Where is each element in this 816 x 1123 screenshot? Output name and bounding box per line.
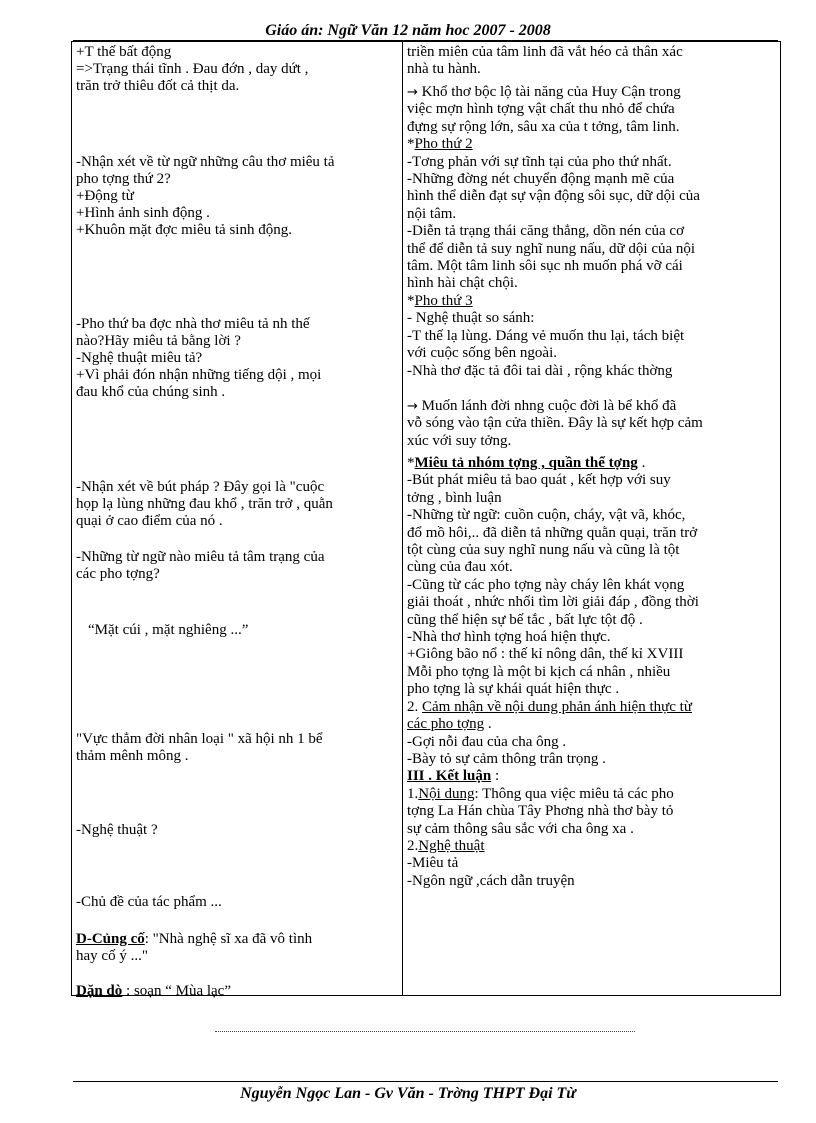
text-line: -T thế lạ lùng. Dáng vẻ muốn thu lại, tách biệt [407, 327, 685, 344]
text-line: cũng thể hiện sự bế tắc , bất lực tột độ . [407, 611, 643, 628]
text-line: cùng của đau xót. [407, 559, 513, 576]
text-line: +Giông bão nổ : thế kỉ nông dân, thế kỉ XVIII [407, 646, 684, 663]
text-line: các pho tợng . [407, 716, 492, 733]
left-group-2 [76, 154, 396, 239]
text-line: -Những từ ngữ nào miêu tả tâm trạng của [76, 549, 325, 565]
left-column [72, 42, 403, 999]
text-line: +Hình ảnh sinh động . [76, 205, 210, 221]
page-header-title: Giáo án: Ngữ Văn 12 năm hoc 2007 - 2008 [265, 22, 551, 39]
text-line: -Những từ ngữ: cuồn cuộn, cháy, vật vã, khóc, [407, 507, 686, 524]
text-line: → Khổ thơ bộc lộ tài năng của Huy Cận trong [407, 84, 681, 100]
left-group-6 [88, 622, 396, 639]
pho-thu-2-label: Pho thứ 2 [414, 136, 473, 153]
left-group-3 [76, 316, 396, 401]
text-line: 2.Nghệ thuật [407, 837, 485, 854]
text-line: đổ mồ hôi,.. đã diễn tả những quằn quại, trăn trở [407, 524, 698, 541]
left-group-4 [76, 479, 396, 530]
text-line: -Bày tỏ sự cảm thông trân trọng . [407, 750, 606, 767]
text-line: các pho tợng? [76, 566, 160, 582]
page-footer: Nguyễn Ngọc Lan - Gv Văn - Trờng THPT Đại Từ [240, 1085, 576, 1102]
text-line: -Nhận xét về bút pháp ? Đây gọi là "cuộc [76, 479, 325, 495]
mieu-ta-nhom-tuong-label: Miêu tả nhóm tợng , quần thể tợng [414, 455, 638, 471]
left-group-7 [76, 731, 396, 765]
cam-nhan-label: Cảm nhận về nội dung phản ánh hiện thực từ [422, 698, 692, 715]
cung-co-label: D-Củng cố [76, 931, 145, 947]
text-line: 1.Nội dung: Thông qua việc miêu tả các pho [407, 785, 674, 802]
text-line: -Gợi nỗi đau của cha ông . [407, 733, 567, 750]
text-line: *Miêu tả nhóm tợng , quần thể tợng . [407, 455, 646, 471]
dotted-separator [215, 1031, 635, 1032]
quote-line: “Mặt cúi , mặt nghiêng ...” [88, 622, 249, 638]
cung-co-text: : "Nhà nghệ sĩ xa đã vô tình [144, 931, 313, 947]
right-group-1 [407, 44, 774, 79]
right-group-5 [407, 398, 774, 450]
right-column [403, 42, 780, 995]
text-line: -Nghệ thuật miêu tả? [76, 350, 203, 366]
text-line: -Nhà thơ hình tợng hoá hiện thực. [407, 629, 611, 646]
cam-nhan-label-2: các pho tợng [407, 716, 485, 733]
text-line: +Vì phải đón nhận những tiếng dội , mọi [76, 367, 322, 383]
right-group-2 [407, 84, 774, 380]
ket-luan-heading: III . Kết luận [407, 768, 492, 785]
text-line [76, 983, 396, 1000]
text-line: -Nhà thơ đặc tả đôi tai dài , rộng khác thờng [407, 362, 673, 379]
text-line: tâm. Một tâm linh sôi sục nh muốn phá vỡ cái [407, 258, 683, 275]
text-line: xúc với suy tởng. [407, 432, 512, 449]
text-line: +Động từ [76, 188, 134, 204]
text-line: +T thế bất động [76, 44, 172, 60]
text-line: nội tâm. [407, 205, 457, 222]
text-line: sự cảm thông sâu sắc với cha ông xa . [407, 820, 634, 837]
text-line: *Pho thứ 2 [407, 136, 473, 153]
text-line: thể để diễn tả suy nghĩ nung nấu, dữ dội của nội [407, 240, 696, 257]
text-line: +Khuôn mặt đợc miêu tả sinh động. [76, 222, 292, 238]
text-line: vỗ sóng vào tận cửa thiền. Đây là sự kết hợp cảm [407, 415, 703, 432]
text-line: nhà tu hành. [407, 61, 481, 78]
left-group-5 [76, 549, 396, 583]
text-line: -Diễn tả trạng thái căng thẳng, dồn nén của cơ [407, 223, 684, 240]
text-line: → Muốn lánh đời nhng cuộc đời là bể khổ đã [407, 398, 677, 414]
left-group-8 [76, 822, 396, 839]
text-line: -Cũng từ các pho tợng này cháy lên khát vọng [407, 576, 685, 593]
arrow-right-icon: → [407, 85, 418, 100]
dan-do-label: Dặn dò [76, 983, 123, 999]
text-line: -Nhận xét về từ ngữ những câu thơ miêu tả [76, 154, 335, 170]
text-line: pho tợng thứ 2? [76, 171, 171, 187]
text-line: đau khổ của chúng sinh . [76, 384, 226, 400]
pho-thu-3-label: Pho thứ 3 [414, 292, 473, 309]
text-line: -Nghệ thuật ? [76, 822, 158, 838]
text-line: đựng sự rộng lớn, sâu xa của t tởng, tâm linh. [407, 118, 680, 135]
left-group-1 [76, 44, 396, 95]
text-line: họp lạ lùng những đau khổ , trăn trở , quằn [76, 496, 333, 512]
text-line: trăn trở thiêu đốt cả thịt da. [76, 78, 240, 94]
text-line: thảm mênh mông . [76, 748, 189, 764]
text-line: nào?Hãy miêu tả bằng lời ? [76, 333, 241, 349]
text-line [76, 931, 396, 948]
text-line: III . Kết luận : [407, 768, 500, 785]
text-line: pho tợng là sự khái quát hiện thực . [407, 681, 620, 698]
text-line: tởng , bình luận [407, 489, 502, 506]
arrow-right-icon: → [407, 399, 418, 414]
right-group-6 [407, 455, 774, 890]
text-line: -Pho thứ ba đợc nhà thơ miêu tả nh thế [76, 316, 310, 332]
text-line: -Những đờng nét chuyển động mạnh mẽ của [407, 171, 675, 188]
left-group-10 [76, 931, 396, 965]
text-line: tột cùng của suy nghĩ nung nấu và cũng là tột [407, 542, 680, 559]
text-line: hay cố ý ..." [76, 948, 148, 964]
text-line: -Tơng phản với sự tĩnh tại của pho thứ nhất. [407, 153, 672, 170]
lesson-table [71, 41, 781, 999]
text-line: - Nghệ thuật so sánh: [407, 310, 535, 327]
text-line: tợng La Hán chùa Tây Phơng nhà thơ bày tỏ [407, 803, 674, 820]
footer-rule [73, 1081, 778, 1082]
text-line: hình hài chật chội. [407, 275, 518, 292]
text-line: -Bút phát miêu tả bao quát , kết hợp với suy [407, 472, 671, 489]
text-line: triền miên của tâm linh đã vắt héo cả thân xác [407, 44, 683, 60]
text-line: 2. Cảm nhận về nội dung phản ánh hiện thực từ [407, 698, 692, 715]
nghe-thuat-label: Nghệ thuật [418, 837, 485, 854]
text-line: "Vực thẳm đời nhân loại " xã hội nh 1 bể [76, 731, 323, 747]
text-line: =>Trạng thái tĩnh . Đau đớn , day dứt , [76, 61, 309, 77]
text-line: hình thể diễn đạt sự vận động sôi sục, dữ dội của [407, 188, 700, 205]
text-line: -Ngôn ngữ ,cách dẫn truyện [407, 872, 575, 889]
left-group-11 [76, 983, 396, 1000]
text-line: với cuộc sống bên ngoài. [407, 345, 557, 362]
text-line: giải thoát , nhức nhối tìm lời giải đáp , đồng thời [407, 594, 699, 611]
text-line: Mỗi pho tợng là một bi kịch cá nhân , nhiều [407, 663, 671, 680]
left-group-9 [76, 894, 396, 911]
dan-do-text: : soạn “ Mùa lạc” [122, 983, 231, 999]
text-line: -Chủ đề của tác phẩm ... [76, 894, 222, 910]
text-line: việc mợn hình tợng vật chất thu nhỏ để chứa [407, 101, 675, 118]
text-line: quại ở cao điểm của nó . [76, 513, 223, 529]
text-line: -Miêu tả [407, 855, 459, 872]
noi-dung-label: Nội dung [418, 785, 475, 802]
text-line: *Pho thứ 3 [407, 292, 473, 309]
